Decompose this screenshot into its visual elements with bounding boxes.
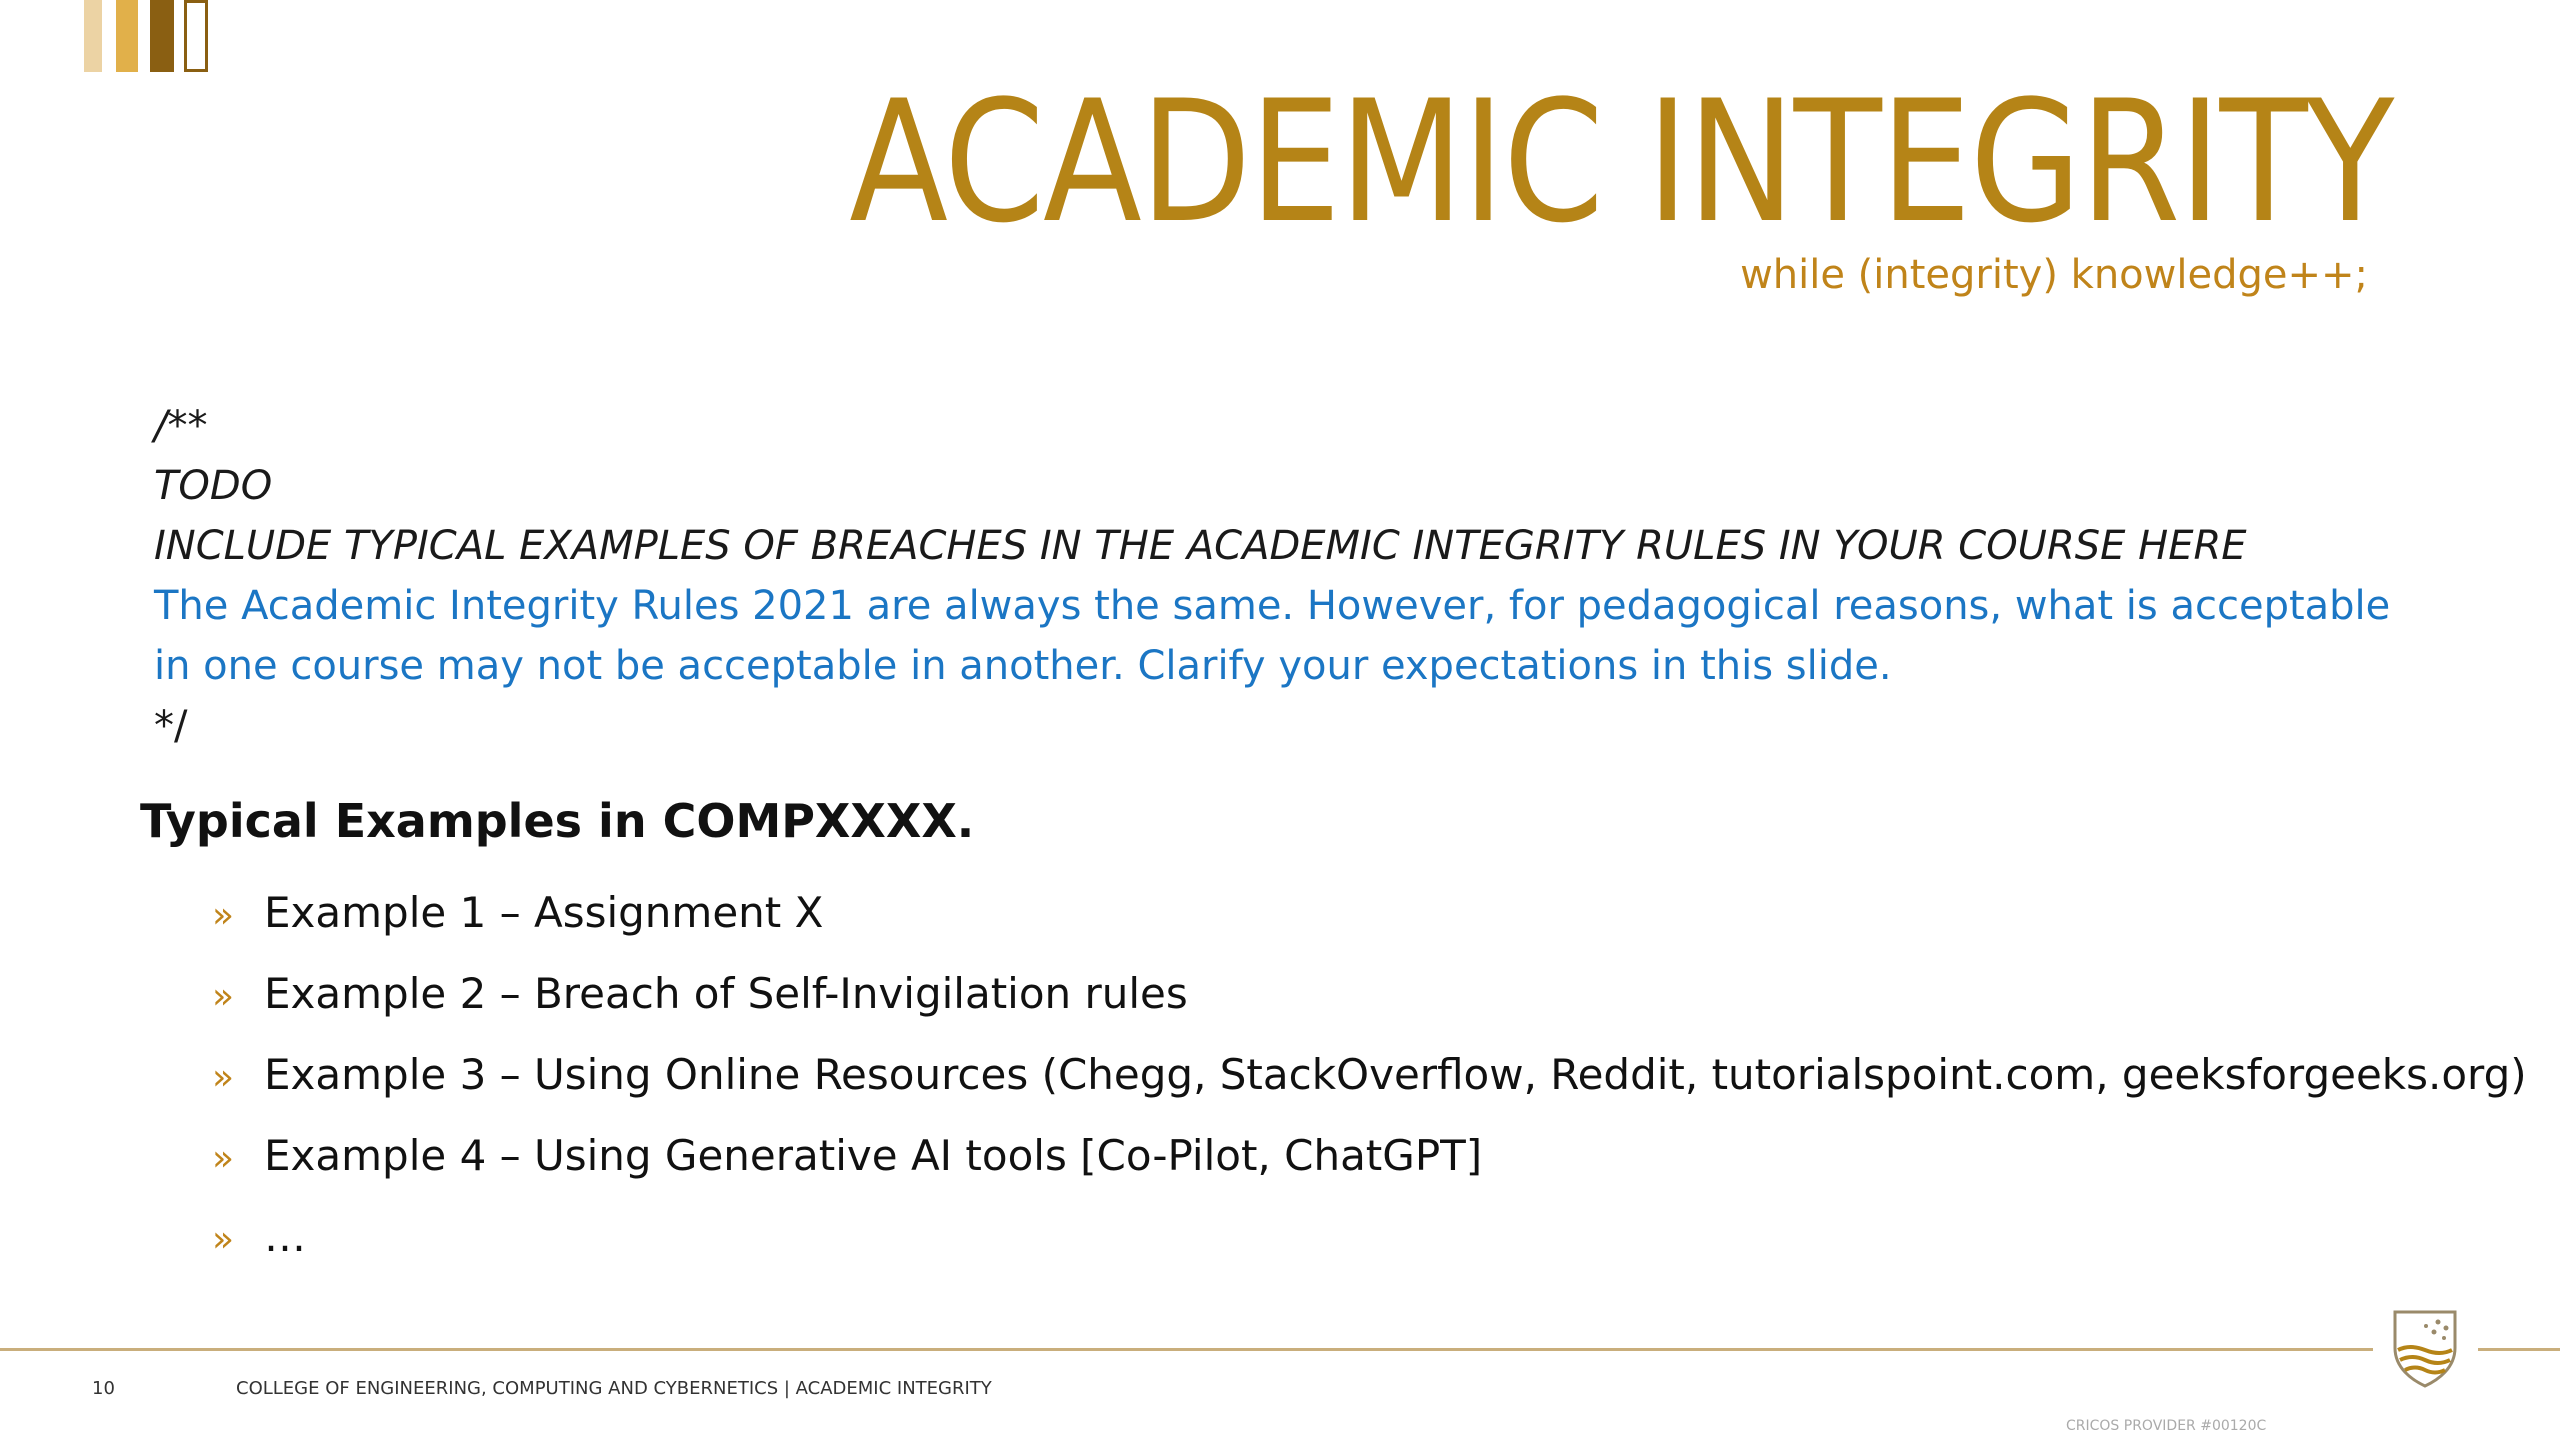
brand-bars-icon xyxy=(84,0,214,72)
chevron-bullet-icon: » xyxy=(212,1057,235,1098)
page-subtitle: while (integrity) knowledge++; xyxy=(1740,252,2368,298)
list-item-text: Example 1 – Assignment X xyxy=(264,888,824,937)
list-item xyxy=(212,969,2527,1050)
chevron-bullet-icon: » xyxy=(212,1219,235,1260)
todo-instruction: INCLUDE TYPICAL EXAMPLES OF BREACHES IN THE ACADEMIC INTEGRITY RULES IN YOUR COURSE HERE xyxy=(154,523,2247,569)
footer-divider xyxy=(0,1348,2373,1351)
footer-text: COLLEGE OF ENGINEERING, COMPUTING AND CYBERNETICS | ACADEMIC INTEGRITY xyxy=(236,1378,992,1399)
page-number: 10 xyxy=(92,1378,115,1399)
examples-list xyxy=(212,888,2527,1293)
section-heading: Typical Examples in COMPXXXX. xyxy=(140,794,975,848)
chevron-bullet-icon: » xyxy=(212,1138,235,1179)
chevron-bullet-icon: » xyxy=(212,895,235,936)
chevron-bullet-icon: » xyxy=(212,976,235,1017)
todo-label: TODO xyxy=(154,463,273,509)
list-item xyxy=(212,1212,2527,1293)
university-crest-icon xyxy=(2390,1308,2460,1388)
footer-divider-right xyxy=(2478,1348,2560,1351)
todo-note-line-1: The Academic Integrity Rules 2021 are always the same. However, for pedagogical reasons, what is acceptable xyxy=(154,583,2391,629)
cricos-text: CRICOS PROVIDER #00120C xyxy=(2066,1418,2267,1434)
list-item-text: … xyxy=(264,1212,306,1261)
todo-note-line-2: in one course may not be acceptable in another. Clarify your expectations in this slide. xyxy=(154,643,1892,689)
todo-comment-block xyxy=(154,396,2414,756)
comment-close: */ xyxy=(154,703,188,749)
list-item xyxy=(212,888,2527,969)
list-item xyxy=(212,1131,2527,1212)
list-item-text: Example 3 – Using Online Resources (Chegg, StackOverflow, Reddit, tutorialspoint.com, geeksforgeeks.org) xyxy=(264,1050,2527,1099)
list-item-text: Example 4 – Using Generative AI tools [Co-Pilot, ChatGPT] xyxy=(264,1131,1483,1180)
page-title: ACADEMIC INTEGRITY xyxy=(849,64,2393,260)
comment-open: /** xyxy=(154,403,208,449)
list-item-text: Example 2 – Breach of Self-Invigilation rules xyxy=(264,969,1188,1018)
list-item xyxy=(212,1050,2527,1131)
